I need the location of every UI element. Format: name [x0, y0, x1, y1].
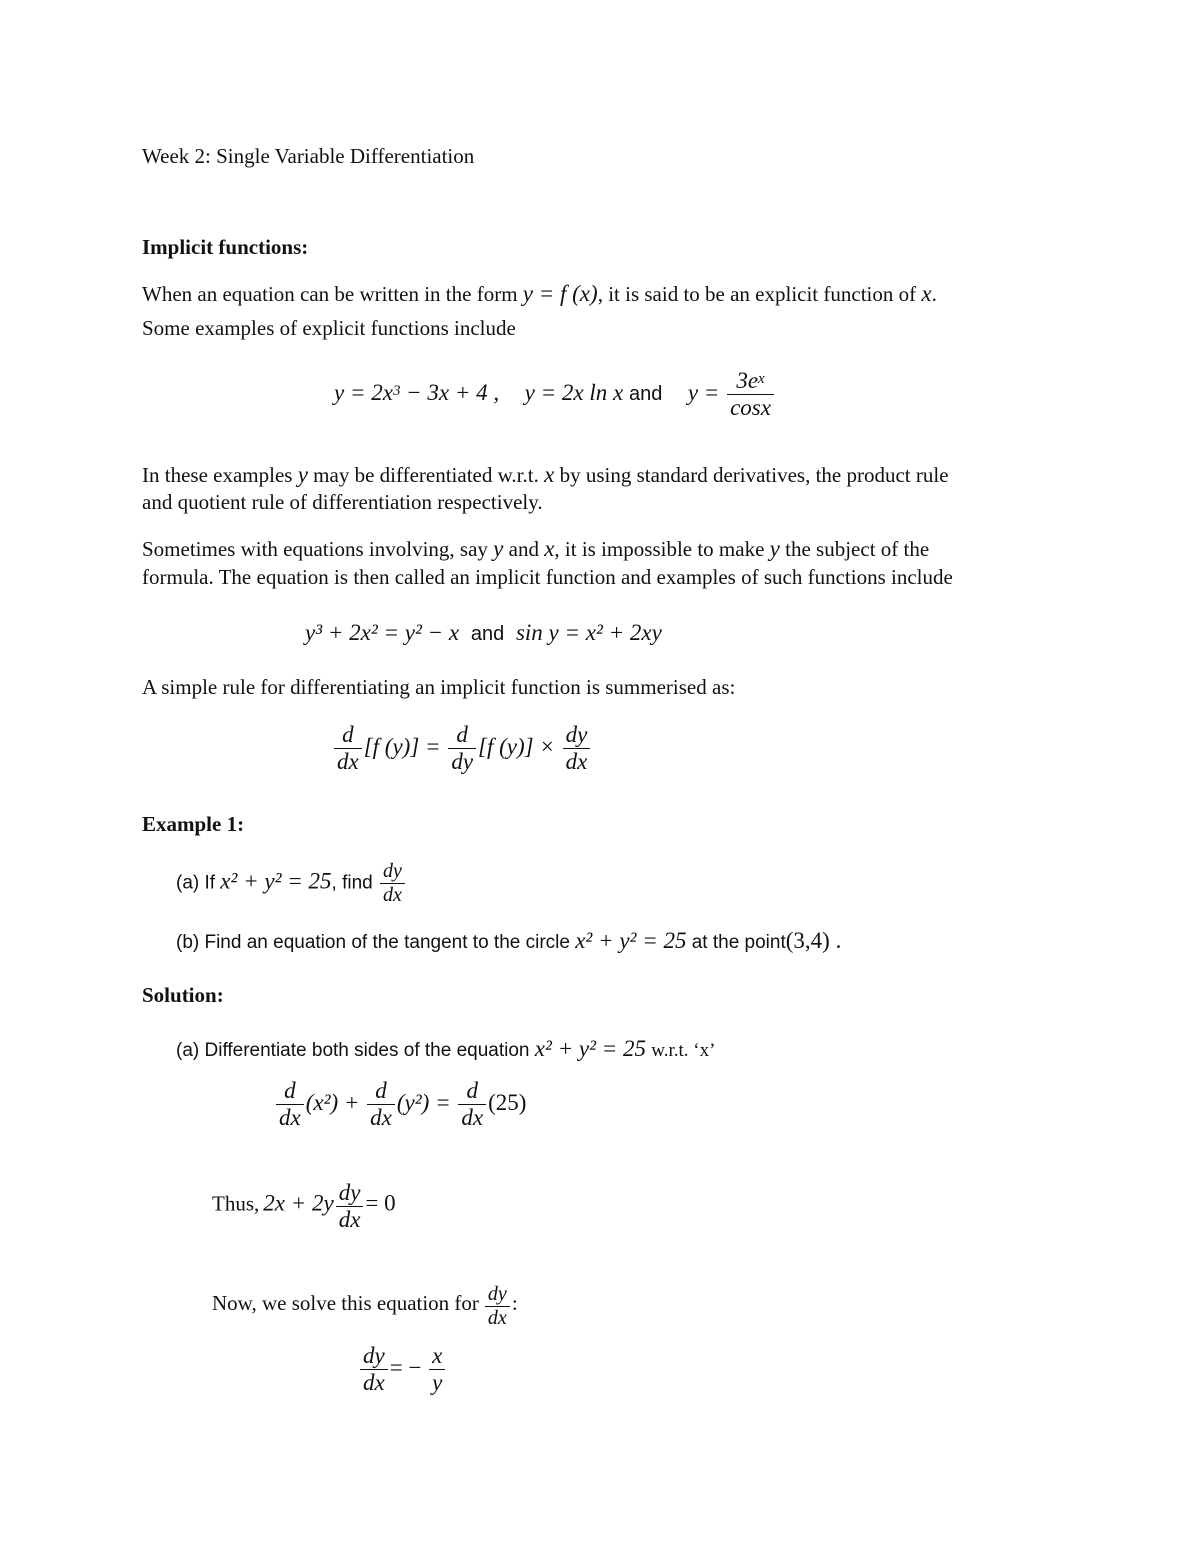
section-heading-example: Example 1: — [142, 812, 245, 836]
text: Thus, — [212, 1191, 260, 1216]
equation-result — [358, 1343, 447, 1397]
math: y = 2x — [334, 380, 393, 406]
numerator: dy — [380, 860, 405, 884]
text: , it is impossible to make — [554, 537, 765, 561]
text: If — [204, 872, 216, 894]
equation-implicit-rule — [332, 722, 592, 776]
and-text: and — [470, 623, 505, 645]
math: = 0 — [365, 1190, 396, 1216]
math-inline: x² + y² = 25 — [534, 1036, 646, 1061]
numerator: dy — [485, 1283, 510, 1307]
math-inline: x — [921, 281, 932, 306]
math-inline: x² + y² = 25 — [575, 928, 687, 953]
numerator: dy — [336, 1180, 364, 1207]
page-title: Week 2: Single Variable Differentiation — [142, 144, 475, 168]
math: (25) — [488, 1090, 527, 1116]
example-part-b — [176, 928, 841, 954]
fraction-x-y — [429, 1343, 445, 1397]
solution-part-a — [176, 1036, 715, 1062]
denominator: dx — [370, 1105, 392, 1131]
math-inline: x² + y² = 25 — [220, 868, 332, 894]
text: the subject of the — [785, 537, 930, 561]
equation-1 — [334, 380, 499, 405]
paragraph-explicit-definition — [142, 281, 937, 307]
numerator: d — [458, 1078, 486, 1105]
exponent: 3 — [392, 383, 401, 399]
fraction-d-dx — [367, 1078, 395, 1132]
fraction-d-dx — [334, 722, 362, 776]
math-inline: y — [297, 462, 308, 487]
denominator: dx — [461, 1105, 484, 1131]
numerator: dy — [563, 722, 591, 749]
equation-2: sin y = x² + 2xy — [515, 620, 662, 645]
math-inline: (3,4) . — [785, 928, 842, 953]
text: Now, we solve this equation for — [212, 1291, 479, 1316]
text: at the point — [691, 932, 786, 953]
text: Sometimes with equations involving, say — [142, 537, 488, 561]
paragraph-explicit-examples: Some examples of explicit functions include — [142, 316, 516, 340]
text: and — [508, 537, 539, 561]
denominator: dx — [279, 1105, 301, 1131]
and-text: and — [628, 383, 663, 406]
fraction-d-dy — [448, 722, 476, 776]
equation-solve-for — [212, 1283, 518, 1330]
denominator: y — [432, 1370, 443, 1396]
text: by using standard derivatives, the product rule — [559, 463, 949, 487]
fraction-dy-dx — [336, 1180, 364, 1234]
section-heading-implicit: Implicit functions: — [142, 235, 309, 259]
numerator: x — [429, 1343, 445, 1370]
denominator: dx — [565, 749, 588, 775]
equation-1: y³ + 2x² = y² − x — [305, 620, 460, 645]
text: , it is said to be an explicit function of — [597, 282, 917, 306]
paragraph-examples-line2: and quotient rule of differentiation respectively. — [142, 490, 543, 514]
denominator: dx — [338, 1207, 361, 1233]
part-label: (b) — [176, 932, 200, 953]
fraction — [727, 368, 774, 422]
numerator: d — [334, 722, 362, 749]
section-heading-solution: Solution: — [142, 983, 224, 1007]
paragraph-implicit-intro — [142, 536, 929, 562]
text: When an equation can be written in the form — [142, 282, 518, 306]
denominator: dy — [451, 749, 474, 775]
denominator: dx — [363, 1370, 385, 1396]
denominator: cosx — [730, 395, 771, 421]
denominator: dx — [487, 1307, 507, 1329]
math: 2x + 2y — [263, 1190, 334, 1216]
text: may be differentiated w.r.t. — [313, 463, 539, 487]
math: (y²) = — [396, 1090, 451, 1116]
fraction-dy-dx — [563, 722, 591, 776]
numerator: d — [367, 1078, 395, 1105]
equation-thus — [212, 1180, 396, 1234]
math: (x²) + — [305, 1090, 360, 1116]
numerator: dy — [360, 1343, 388, 1370]
math: [f (y)] × — [478, 734, 555, 760]
math: = − — [389, 1355, 422, 1381]
numerator: 3e — [736, 368, 759, 393]
math: − 3x + 4 , — [400, 380, 500, 406]
math-inline: y = f (x) — [522, 281, 598, 306]
math-inline: x — [544, 462, 555, 487]
text: : — [511, 1291, 518, 1316]
math: [f (y)] = — [363, 734, 441, 760]
numerator: d — [276, 1078, 304, 1105]
text: In these examples — [142, 463, 293, 487]
paragraph-implicit-line2: formula. The equation is then called an implicit function and examples of such functions include — [142, 565, 953, 589]
equation-explicit-examples — [334, 368, 776, 422]
example-part-a — [176, 860, 407, 907]
math-inline: x — [544, 536, 555, 561]
fraction-dy-dx — [485, 1283, 510, 1330]
part-label: (a) — [176, 872, 200, 894]
fraction-dy-dx — [380, 860, 405, 907]
text: (a) Differentiate both sides of the equation — [176, 1040, 530, 1061]
equation-implicit-examples — [305, 620, 662, 646]
equation-differentiate-both-sides — [274, 1078, 526, 1132]
paragraph-examples-differentiation — [142, 462, 949, 488]
fraction-d-dx — [276, 1078, 304, 1132]
equation-2: y = 2x ln x — [524, 380, 624, 406]
text: , find — [331, 872, 373, 894]
text: w.r.t. ‘x’ — [651, 1040, 716, 1061]
denominator: dx — [383, 884, 402, 906]
text: Find an equation of the tangent to the circle — [204, 932, 570, 953]
equation-3-lhs: y = — [687, 380, 720, 406]
text: . — [931, 282, 937, 306]
fraction-dy-dx — [360, 1343, 388, 1397]
paragraph-rule-intro: A simple rule for differentiating an implicit function is summerised as: — [142, 675, 736, 699]
numerator: d — [448, 722, 476, 749]
math-inline: y — [769, 536, 780, 561]
exponent: x — [758, 370, 765, 387]
fraction-d-dx — [458, 1078, 486, 1132]
denominator: dx — [337, 749, 359, 775]
math-inline: y — [493, 536, 504, 561]
